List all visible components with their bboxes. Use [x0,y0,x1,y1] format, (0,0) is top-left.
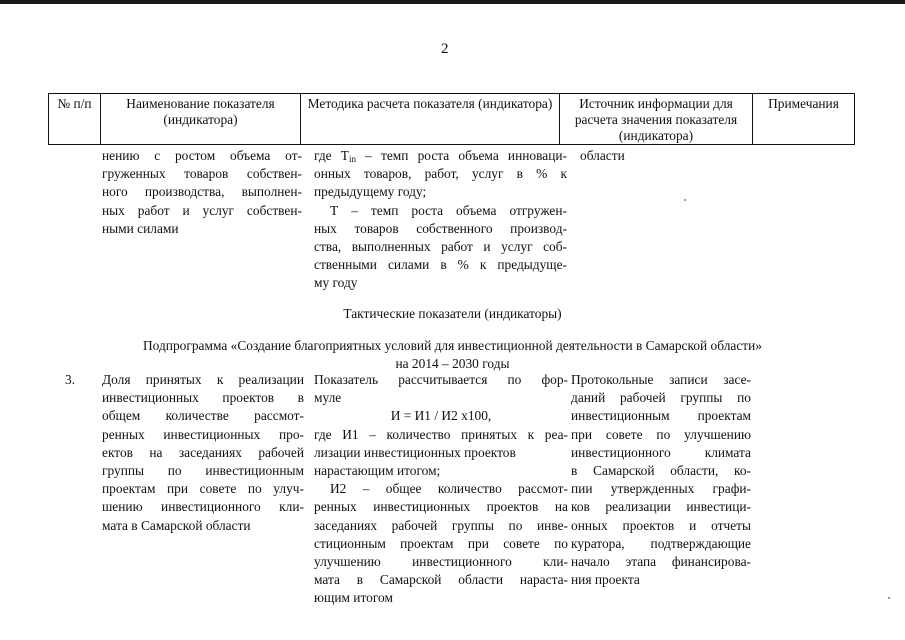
text-line: мата в Самарской области [102,517,251,533]
text-line: куратора, подтверждающие [571,535,751,551]
text-line: ства, выполненных работ и услуг соб- [314,239,567,255]
text-line: ного производства, выполнен- [102,184,302,200]
text-line: стиционным проектам при совете по [314,535,568,551]
text-line: онных проектов и отчеты [571,517,751,533]
text-line: онных товаров, работ, услуг в % к [314,166,567,182]
text-line: ных товаров собственного производ- [314,220,567,236]
text-line: в Самарской области, ко- [571,463,751,479]
subprogram-title [0,337,905,373]
formula-definition-line [314,147,567,165]
text-line: группы по инвестиционным [102,463,304,479]
row-3-source-cell [571,371,751,589]
text-line: ными силами [102,220,179,236]
text-line: ков реализации инвестици- [571,499,751,515]
text-segment: где T [314,148,349,163]
text-line: ных работ и услуг собствен- [102,202,302,218]
continued-source-cell [580,147,760,165]
text-line: начало этапа финансирова- [571,554,751,570]
scan-speck [888,597,890,599]
text-line: предыдущему году; [314,184,427,200]
header-col-method: Методика расчета показателя (индикатора) [301,94,560,145]
text-line: инвестиционного климата [571,444,751,460]
text-line: И2 – общее количество рассмот- [330,481,568,497]
header-col-notes: Примечания [753,94,855,145]
text-line: где И1 – количество принятых к реа- [314,426,568,442]
text-line: му году [314,275,358,291]
text-line: ренных инвестиционных проектов на [314,499,568,515]
subscript: in [348,154,356,164]
text-line: Показатель рассчитывается по фор- [314,372,568,387]
header-col-number: № п/п [49,94,101,145]
text-line: даний рабочей группы по [571,390,751,406]
text-line: улучшению инвестиционного кли- [314,554,568,570]
table-header [48,93,855,145]
text-line: мата в Самарской области нараста- [314,572,568,588]
text-line: ренных инвестиционных про- [102,426,304,442]
text-line: Доля принятых к реализации [102,372,304,387]
text-line: общем количестве рассмот- [102,408,304,424]
text-line: шению инвестиционного кли- [102,499,304,515]
text-line: инвестиционным проектам [571,408,751,424]
formula: И = И1 / И2 х100, [390,408,492,424]
text-line: лизации инвестиционных проектов [314,444,516,460]
text-line: проектам при совете по улуч- [102,481,304,497]
header-col-source: Источник информации для расчета значения показателя (индикатора) [560,94,753,145]
scan-speck [684,199,686,201]
text-line: заседаниях рабочей группы по инве- [314,517,568,533]
text-line: Т – темп роста объема отгружен- [330,202,567,218]
section-title: Тактические показатели (индикаторы) [343,306,562,321]
page-number: 2 [441,41,449,57]
header-col-name: Наименование показателя (индикатора) [101,94,301,145]
text-line: области [580,148,625,163]
text-line: ектов на заседаниях рабочей [102,444,304,460]
text-segment: – темп роста объема инноваци- [355,148,568,163]
text-line: инвестиционных проектов в [102,390,304,406]
text-line: при совете по улучшению [571,426,751,442]
text-line: муле [314,390,342,406]
subprogram-title-line: на 2014 – 2030 годы [395,356,510,372]
text-line: груженных товаров собствен- [102,166,302,182]
continued-name-cell [102,147,302,238]
row-3-name-cell [102,371,304,535]
top-border-line [0,0,905,4]
text-line: Протокольные записи засе- [571,372,751,387]
text-line: пии утвержденных графи- [571,481,751,497]
continued-method-cell [314,147,567,293]
text-line: ственными силами в % к предыдуще- [314,257,567,273]
subprogram-title-line: Подпрограмма «Создание благоприятных условий для инвестиционной деятельности в Самарской области» [143,338,762,353]
text-line: ющим итогом [314,590,393,606]
text-line: ния проекта [571,572,640,588]
text-line: нению с ростом объема от- [102,148,302,163]
row-number: 3. [65,372,76,387]
row-3-method-cell [314,371,568,608]
text-line: нарастающим итогом; [314,463,441,479]
